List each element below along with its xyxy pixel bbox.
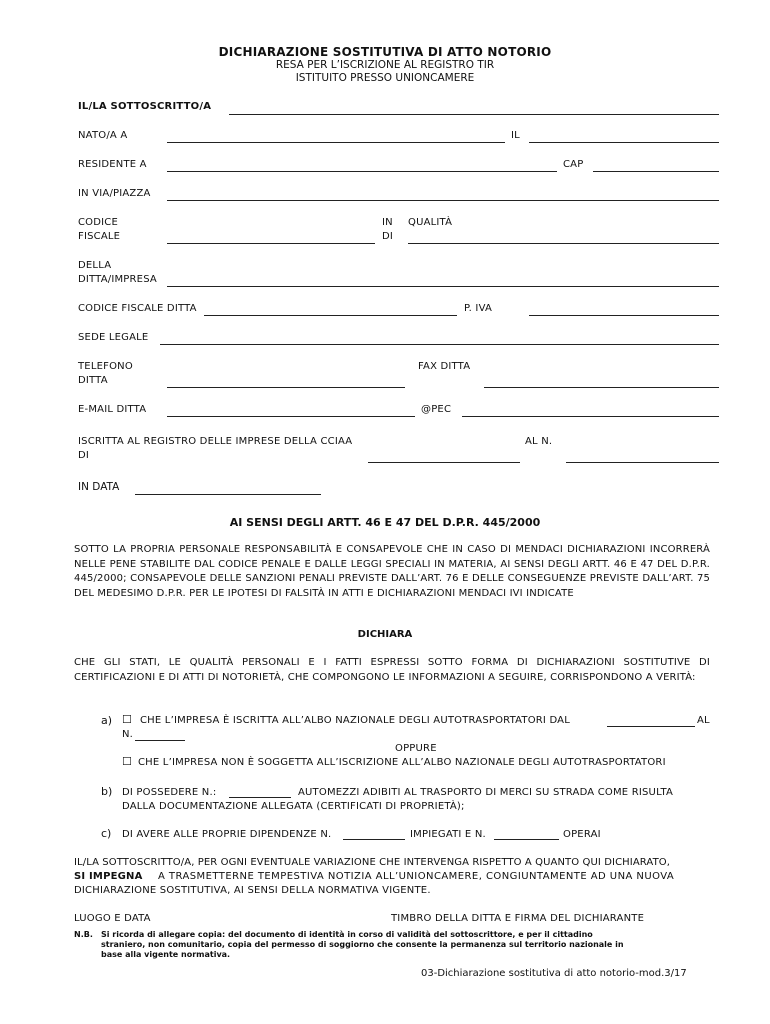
- ditta-impresa-input[interactable]: [167, 286, 719, 287]
- closing-line-3: DICHIARAZIONE SOSTITUTIVA, AI SENSI DELLA NORMATIVA VIGENTE.: [74, 885, 431, 896]
- sottoscritto-label: IL/LA SOTTOSCRITTO/A: [78, 101, 212, 112]
- legal-paragraph: SOTTO LA PROPRIA PERSONALE RESPONSABILITÀ E CONSAPEVOLE CHE IN CASO DI MENDACI DICHIARAZIONI INCORRERÀ NELLE PENE STABILITE DAL CODICE PENALE E DALLE LEGGI SPECIALI IN MATERIA, AI SENSI DEGLI ARTT. 46 E 47 DEL D.P.R. 445/2000; CONSAPEVOLE DELLE SANZIONI PENALI PREVISTE DALL’ART. 76 E DELLE CONSEGUENZE PREVISTE DALL’ART. 75 DEL MEDESIMO D.P.R. PER LE IPOTESI DI FALSITÀ IN ATTI E DICHIARAZIONI MENDACI IVI INDICATE: [74, 544, 710, 599]
- dichiara-heading: DICHIARA: [357, 629, 413, 640]
- nb-text-1: Si ricorda di allegare copia: del documento di identità in corso di validità del sottoscrittore, e per il cittadino: [101, 930, 593, 939]
- cciaa-input[interactable]: [368, 462, 520, 463]
- email-label: E-MAIL DITTA: [78, 404, 147, 415]
- della-label: DELLA: [78, 260, 112, 271]
- oppure-label: OPPURE: [395, 743, 437, 754]
- item-b-marker: b): [101, 785, 113, 798]
- fax-label: FAX DITTA: [418, 361, 471, 372]
- footer-code: 03-Dichiarazione sostitutiva di atto notorio-mod.3/17: [421, 968, 687, 979]
- impiegati-input[interactable]: [343, 839, 405, 840]
- item-c-mid: IMPIEGATI E N.: [410, 829, 486, 840]
- item-a-al: AL: [697, 715, 710, 726]
- closing-line-1: IL/LA SOTTOSCRITTO/A, PER OGNI EVENTUALE VARIAZIONE CHE INTERVENGA RISPETTO A QUANTO QUI DICHIARATO,: [74, 857, 671, 868]
- document-subtitle-1: RESA PER L’ISCRIZIONE AL REGISTRO TIR: [275, 59, 495, 71]
- luogo-data-label: LUOGO E DATA: [74, 913, 151, 924]
- nb-text-2: straniero, non comunitario, copia del permesso di soggiorno che consente la permanenza sul territorio nazionale in: [101, 940, 624, 949]
- in-label: IN: [382, 217, 393, 228]
- ditta-impresa-label: DITTA/IMPRESA: [78, 274, 157, 285]
- item-a-checkbox-1[interactable]: ☐: [122, 713, 132, 726]
- sede-label: SEDE LEGALE: [78, 332, 149, 343]
- iscritta-di-label: DI: [78, 450, 90, 461]
- pec-input[interactable]: [462, 416, 719, 417]
- item-b-post: AUTOMEZZI ADIBITI AL TRASPORTO DI MERCI SU STRADA COME RISULTA: [298, 787, 674, 798]
- qualita-input[interactable]: [408, 243, 719, 244]
- residente-input[interactable]: [167, 171, 557, 172]
- item-a-text-2: CHE L’IMPRESA NON È SOGGETTA ALL’ISCRIZIONE ALL’ALBO NAZIONALE DEGLI AUTOTRASPORTATORI: [138, 757, 666, 768]
- sottoscritto-input[interactable]: [229, 114, 719, 115]
- nb-text-3: base alla vigente normativa.: [101, 950, 231, 959]
- numero-iscrizione-input[interactable]: [566, 462, 719, 463]
- stati-paragraph: CHE GLI STATI, LE QUALITÀ PERSONALI E I FATTI ESPRESSI SOTTO FORMA DI DICHIARAZIONI SOSTITUTIVE DI CERTIFICAZIONI E DI ATTI DI NOTORIETÀ, CHE COMPONGONO LE INFORMAZIONI A SEGUIRE, CORRISPONDONO A VERITÀ:: [74, 657, 710, 683]
- fiscale-label: FISCALE: [78, 231, 121, 242]
- codice-label: CODICE: [78, 217, 119, 228]
- piva-label: P. IVA: [464, 303, 493, 314]
- telefono-input[interactable]: [167, 387, 405, 388]
- di-label: DI: [382, 231, 394, 242]
- telefono-label: TELEFONO: [78, 361, 133, 372]
- telefono-ditta-label: DITTA: [78, 375, 108, 386]
- fax-input[interactable]: [484, 387, 719, 388]
- timbro-label: TIMBRO DELLA DITTA E FIRMA DEL DICHIARANTE: [391, 913, 645, 924]
- document-subtitle-2: ISTITUITO PRESSO UNIONCAMERE: [295, 72, 475, 84]
- closing-line-2: A TRASMETTERNE TEMPESTIVA NOTIZIA ALL’UNIONCAMERE, CONGIUNTAMENTE AD UNA NUOVA: [158, 871, 675, 882]
- albo-data-input[interactable]: [607, 726, 695, 727]
- pec-label: @PEC: [421, 404, 452, 415]
- cf-ditta-label: CODICE FISCALE DITTA: [78, 303, 197, 314]
- cf-ditta-input[interactable]: [204, 315, 457, 316]
- codice-fiscale-input[interactable]: [167, 243, 375, 244]
- nb-label: N.B.: [74, 930, 93, 939]
- item-c-pre: DI AVERE ALLE PROPRIE DIPENDENZE N.: [122, 829, 332, 840]
- item-a-text-1: CHE L’IMPRESA È ISCRITTA ALL’ALBO NAZIONALE DEGLI AUTOTRASPORTATORI DAL: [140, 715, 570, 726]
- automezzi-input[interactable]: [229, 797, 291, 798]
- in-data-input[interactable]: [135, 494, 321, 495]
- il-label: IL: [511, 130, 520, 141]
- email-input[interactable]: [167, 416, 415, 417]
- albo-numero-input[interactable]: [135, 740, 185, 741]
- item-c-marker: c): [101, 827, 112, 840]
- residente-label: RESIDENTE A: [78, 159, 147, 170]
- si-impegna: SI IMPEGNA: [74, 871, 143, 882]
- document-title: DICHIARAZIONE SOSTITUTIVA DI ATTO NOTORIO: [218, 45, 552, 59]
- cap-input[interactable]: [593, 171, 719, 172]
- piva-input[interactable]: [529, 315, 719, 316]
- via-input[interactable]: [167, 200, 719, 201]
- in-data-label: IN DATA: [78, 481, 120, 493]
- via-label: IN VIA/PIAZZA: [78, 188, 151, 199]
- cap-label: CAP: [563, 159, 584, 170]
- item-b-pre: DI POSSEDERE N.:: [122, 787, 217, 798]
- operai-input[interactable]: [494, 839, 559, 840]
- data-nascita-input[interactable]: [529, 142, 719, 143]
- qualita-label: QUALITÀ: [408, 217, 453, 228]
- item-a-n: N.: [122, 729, 134, 740]
- legal-heading: AI SENSI DEGLI ARTT. 46 E 47 DEL D.P.R. 445/2000: [229, 516, 541, 529]
- sede-input[interactable]: [160, 344, 719, 345]
- item-b-line2: DALLA DOCUMENTAZIONE ALLEGATA (CERTIFICATI DI PROPRIETÀ);: [122, 801, 465, 812]
- item-c-post: OPERAI: [563, 829, 601, 840]
- nato-input[interactable]: [167, 142, 505, 143]
- item-a-checkbox-2[interactable]: ☐: [122, 755, 132, 768]
- al-n-label: AL N.: [525, 436, 553, 447]
- iscritta-label: ISCRITTA AL REGISTRO DELLE IMPRESE DELLA CCIAA: [78, 436, 353, 447]
- nato-label: NATO/A A: [78, 130, 128, 141]
- item-a-marker: a): [101, 714, 113, 727]
